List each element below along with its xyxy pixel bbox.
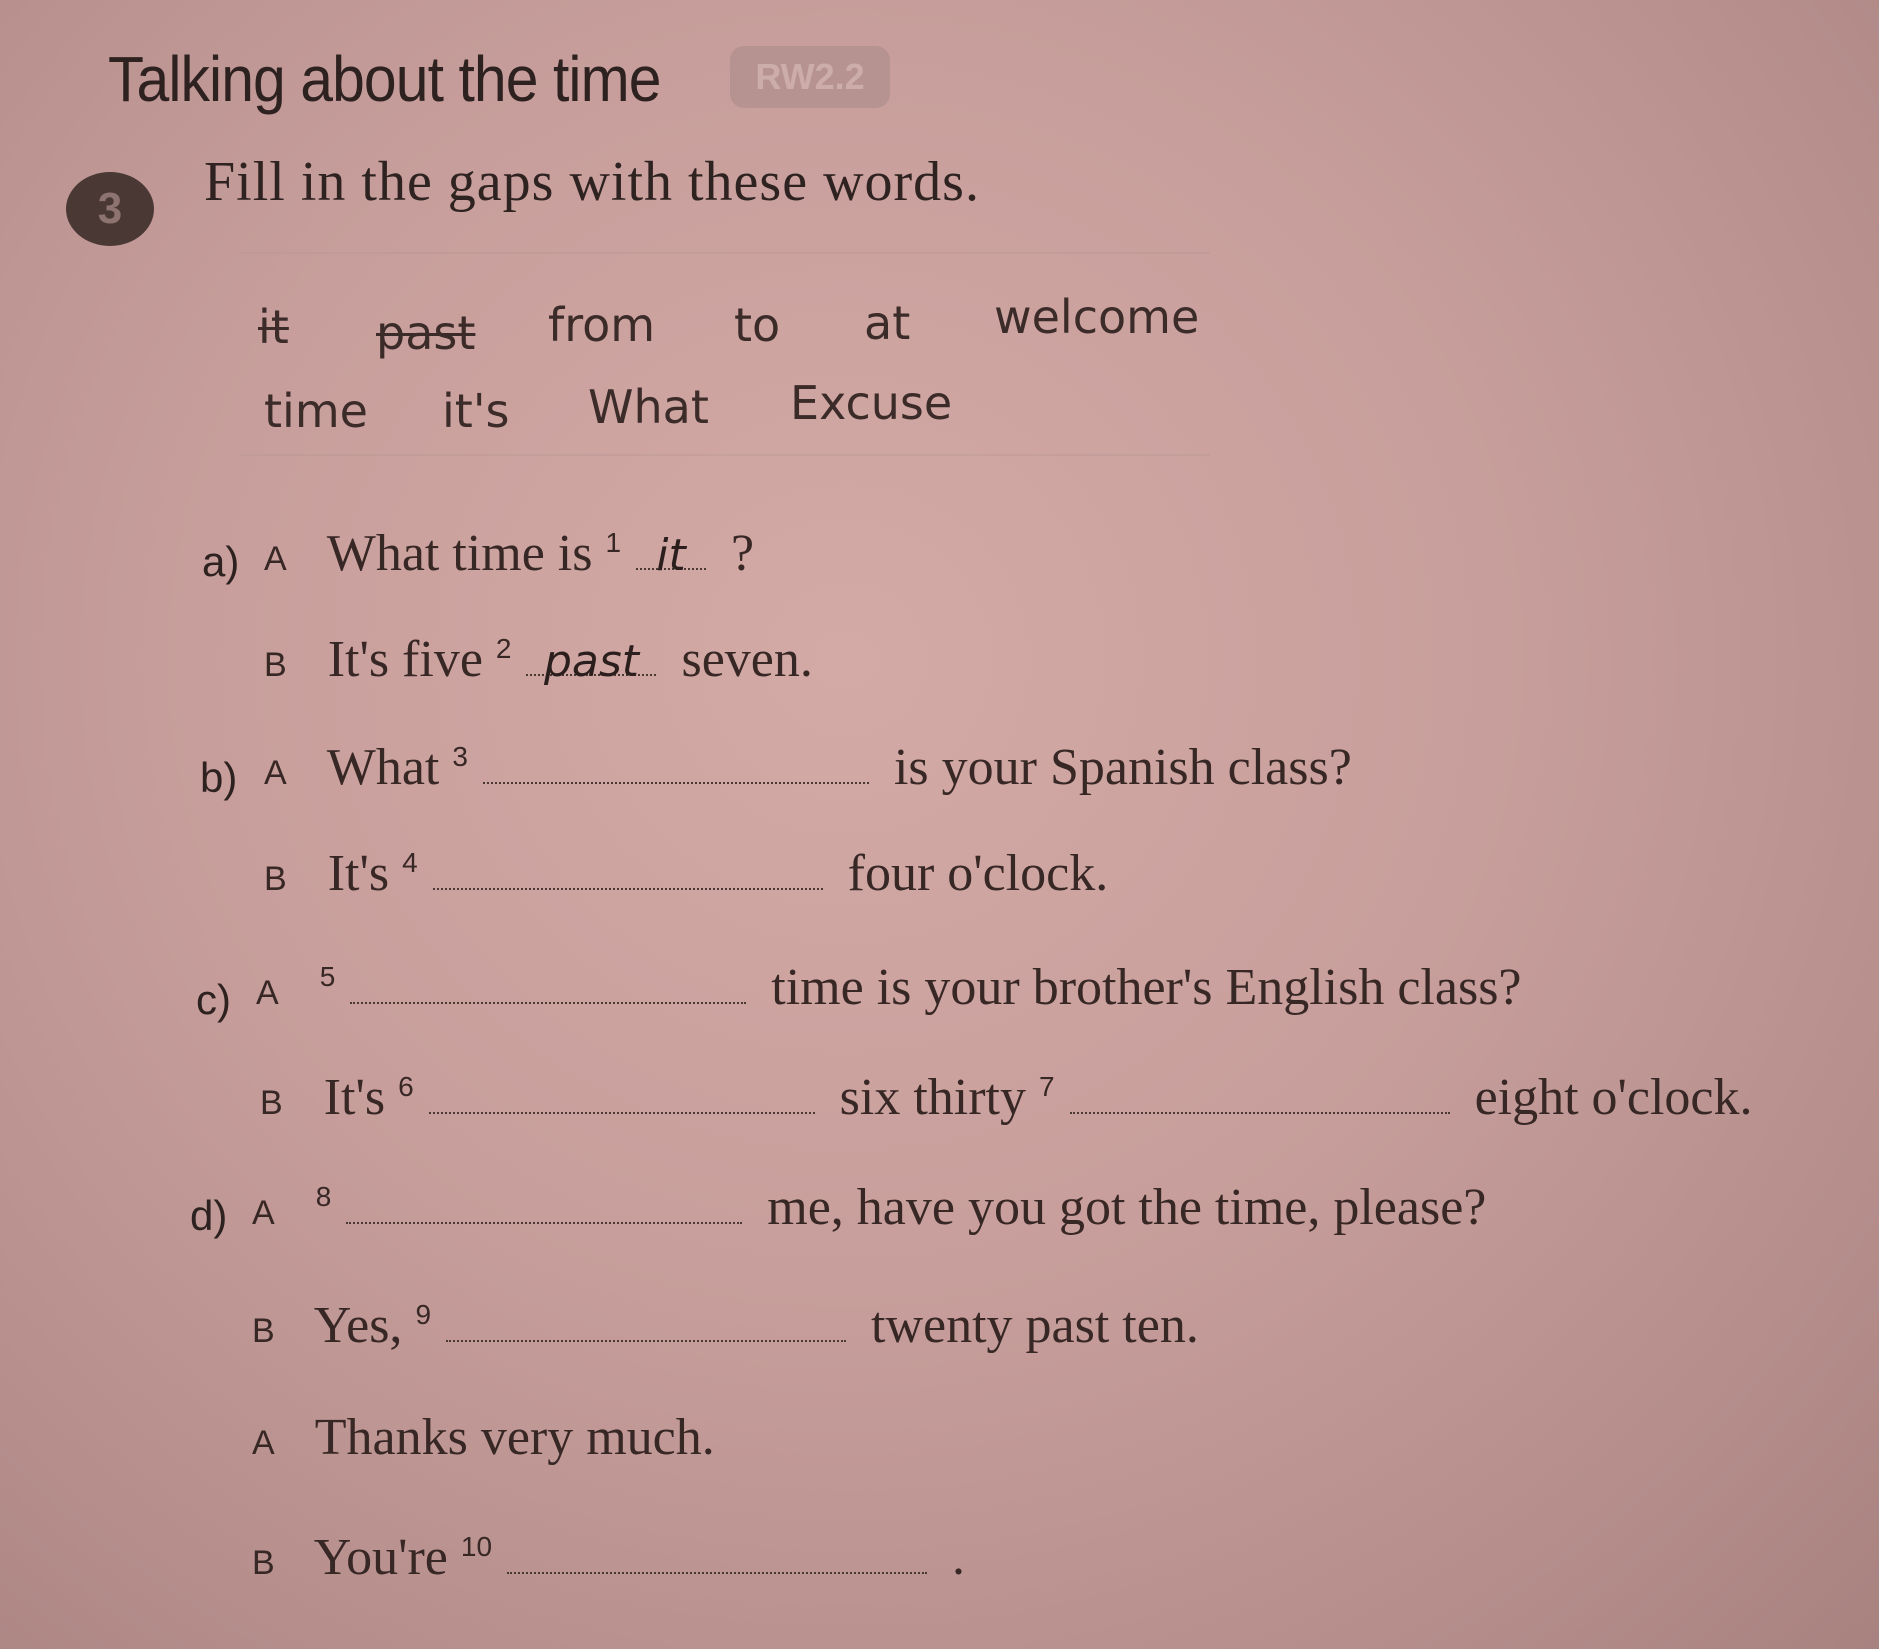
answer-gap[interactable] (429, 1068, 815, 1114)
speaker-label: B (260, 1084, 283, 1122)
section-title: Talking about the time (108, 43, 661, 115)
dialogue-line (264, 844, 1108, 903)
dialogue-line (252, 1408, 715, 1467)
line-text-after: time is your brother's English class? (771, 959, 1522, 1016)
answer-gap[interactable] (483, 738, 869, 784)
gap-number: 5 (319, 960, 336, 992)
filled-answer: past (543, 636, 640, 687)
line-text-after: ? (731, 525, 755, 582)
dialogue-label: a) (202, 538, 240, 585)
dialogue-line (264, 738, 1352, 797)
filled-answer: it (656, 530, 686, 581)
line-text-before: It's (327, 845, 390, 902)
speaker-label: A (256, 974, 279, 1012)
dialogue-line (264, 630, 813, 689)
line-text-after: . (952, 1529, 966, 1586)
line-text-after: eight o'clock. (1474, 1069, 1753, 1126)
answer-gap[interactable] (433, 844, 823, 890)
line-text-before: What (326, 739, 440, 796)
speaker-label: B (252, 1312, 275, 1350)
speaker-label: A (264, 754, 287, 792)
speaker-label: B (264, 860, 287, 898)
word-bank-item: past (376, 306, 476, 360)
gap-number: 10 (460, 1530, 493, 1562)
speaker-label: B (252, 1544, 275, 1582)
word-bank-item: welcome (994, 290, 1200, 344)
line-text-after: is your Spanish class? (893, 739, 1352, 796)
line-text-after: six thirty (839, 1069, 1026, 1126)
line-text-after: seven. (681, 631, 813, 688)
dialogue-line (252, 1178, 1486, 1237)
line-text-before: What time is (326, 525, 593, 582)
gap-number: 4 (402, 846, 418, 878)
gap-number: 8 (315, 1180, 332, 1212)
exercise-number-badge: 3 (66, 172, 154, 246)
line-text-before: It's (323, 1069, 386, 1126)
gap-number: 1 (605, 526, 622, 558)
answer-gap[interactable] (1070, 1068, 1450, 1114)
line-text: Thanks very much. (314, 1409, 715, 1466)
answer-gap[interactable] (636, 524, 706, 581)
answer-gap[interactable] (446, 1296, 846, 1342)
dialogue-line (252, 1296, 1199, 1355)
dialogue-line (260, 1068, 1753, 1127)
line-text-before: You're (313, 1529, 448, 1586)
answer-gap[interactable] (526, 630, 656, 687)
speaker-label: A (264, 540, 287, 578)
dialogue-label: c) (196, 976, 231, 1023)
answer-gap[interactable] (507, 1528, 927, 1574)
word-bank-item: at (864, 296, 911, 350)
word-bank-item: to (734, 298, 781, 352)
word-bank-item: time (264, 384, 368, 438)
answer-gap[interactable] (350, 958, 746, 1004)
dialogue-line (256, 958, 1522, 1017)
line-text-before: It's five (327, 631, 483, 688)
line-text-after: twenty past ten. (871, 1297, 1199, 1354)
dialogue-line (264, 524, 754, 583)
line-text-after: four o'clock. (847, 845, 1109, 902)
reference-badge: RW2.2 (730, 46, 890, 108)
gap-number: 2 (495, 632, 512, 664)
dialogue-line (252, 1528, 965, 1587)
word-bank-item: it (258, 300, 289, 354)
gap-number: 9 (415, 1298, 432, 1330)
word-bank-item: What (588, 380, 709, 434)
gap-number: 6 (398, 1070, 414, 1102)
word-bank-item: from (548, 298, 656, 352)
word-bank-item: it's (442, 384, 510, 438)
line-text-after: me, have you got the time, please? (767, 1179, 1487, 1236)
line-text-before: Yes, (313, 1297, 403, 1354)
dialogue-label: b) (200, 754, 238, 801)
speaker-label: B (264, 646, 287, 684)
dialogue-label: d) (190, 1192, 228, 1239)
exercise-instruction: Fill in the gaps with these words. (204, 151, 980, 213)
gap-number: 3 (452, 740, 468, 772)
word-bank-item: Excuse (790, 376, 953, 430)
speaker-label: A (252, 1424, 275, 1462)
speaker-label: A (252, 1194, 275, 1232)
answer-gap[interactable] (346, 1178, 742, 1224)
gap-number: 7 (1038, 1070, 1055, 1102)
